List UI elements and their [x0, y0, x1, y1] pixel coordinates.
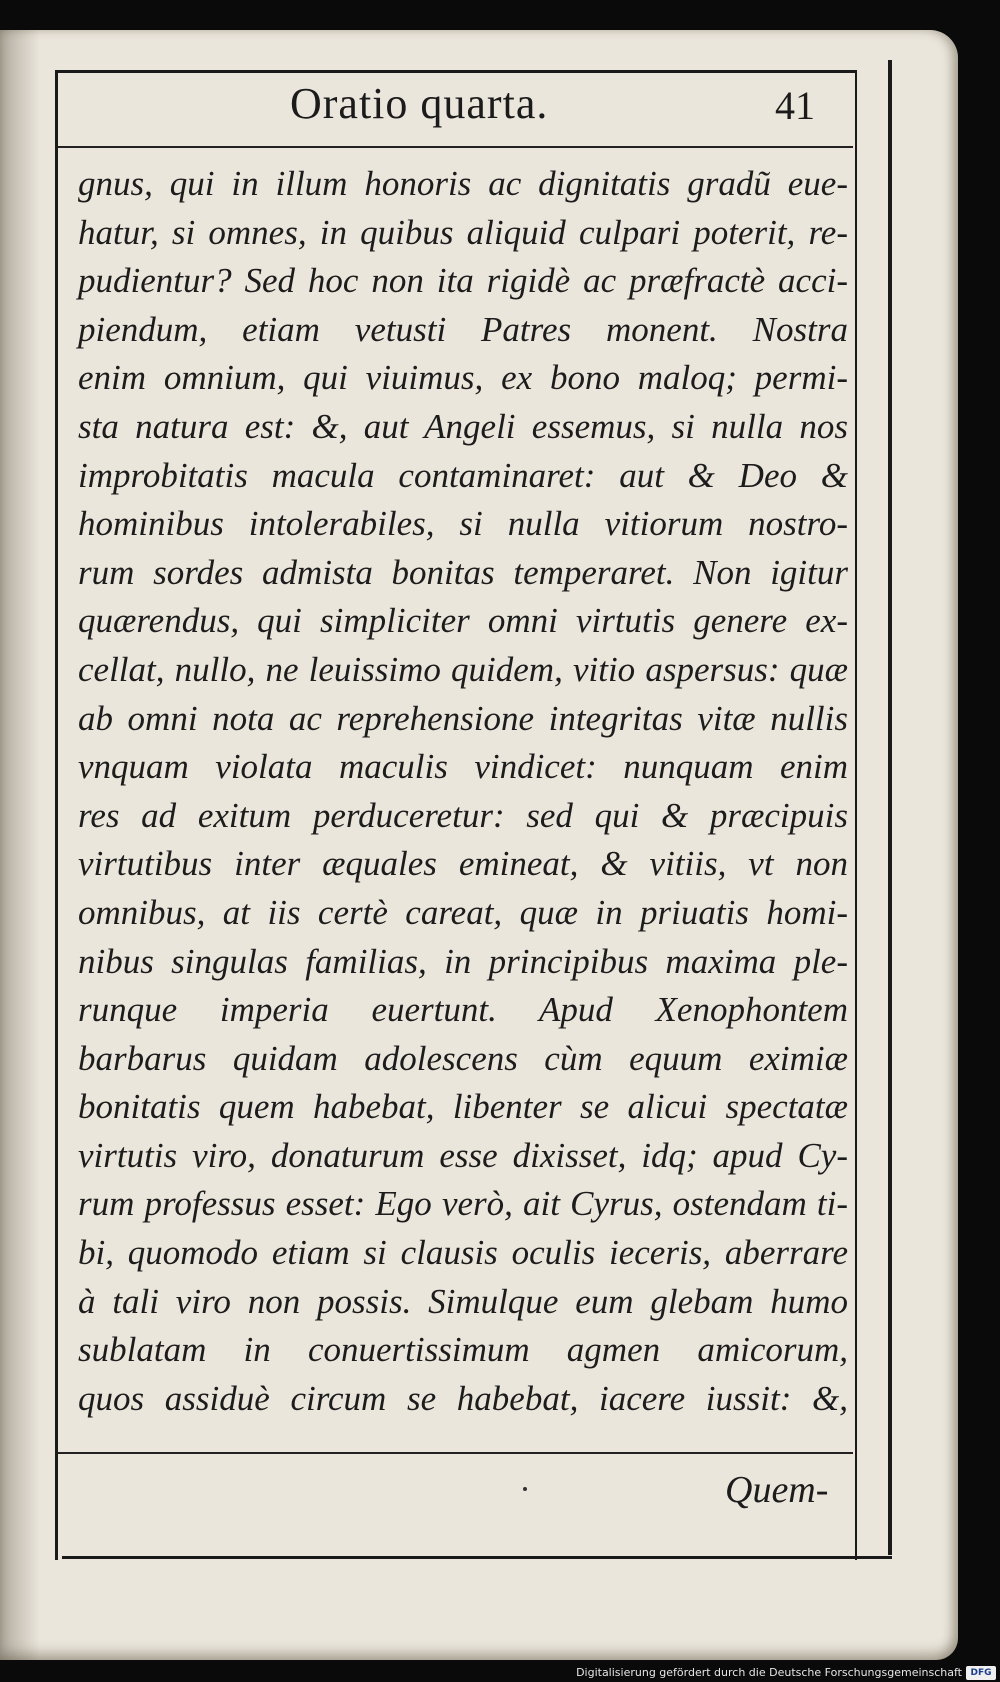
- frame-bottom-rule: [62, 1556, 892, 1559]
- text-line: à tali viro non possis. Simulque eum glebam humo: [78, 1281, 848, 1321]
- running-title: Oratio quarta.: [290, 79, 549, 128]
- text-line: hominibus intolerabiles, si nulla vitiorum nostro-: [78, 504, 848, 544]
- text-line: runque imperia euertunt. Apud Xenophontem: [78, 990, 848, 1030]
- text-line: vnquam violata maculis vindicet: nunquam enim: [78, 747, 848, 787]
- catchword: Quem-: [725, 1469, 829, 1511]
- text-line: ab omni nota ac reprehensione integritas vitæ nullis: [78, 698, 848, 738]
- text-line: piendum, etiam vetusti Patres monent. Nostra: [78, 309, 848, 349]
- text-line: barbarus quidam adolescens cùm equum eximiæ: [78, 1038, 848, 1078]
- text-line: virtutis viro, donaturum esse dixisset, idq; apud Cy-: [78, 1135, 848, 1175]
- frame-inner-right-rule: [855, 70, 857, 1560]
- text-line: bi, quomodo etiam si clausis oculis ieceris, aberrare: [78, 1233, 848, 1273]
- text-line: hatur, si omnes, in quibus aliquid culpari poterit, re-: [78, 212, 848, 252]
- footer-rule: [58, 1452, 853, 1454]
- frame-top-rule: [55, 70, 855, 73]
- text-line: sublatam in conuertissimum agmen amicorum,: [78, 1330, 848, 1370]
- header-rule: [58, 146, 853, 148]
- text-line: pudientur? Sed hoc non ita rigidè ac præfractè acci-: [78, 261, 848, 301]
- frame-left-rule: [55, 70, 58, 1560]
- text-line: enim omnium, qui viuimus, ex bono maloq; permi-: [78, 358, 848, 398]
- text-line: rum sordes admista bonitas temperaret. Non igitur: [78, 552, 848, 592]
- signature-dot: [523, 1487, 527, 1491]
- text-line: omnibus, at iis certè careat, quæ in priuatis homi-: [78, 892, 848, 932]
- body-text: [78, 160, 848, 1423]
- text-line: quærendus, qui simpliciter omni virtutis genere ex-: [78, 601, 848, 641]
- page-number: 41: [775, 83, 815, 128]
- text-line: nibus singulas familias, in principibus maxima ple-: [78, 941, 848, 981]
- text-line: sta natura est: &, aut Angeli essemus, si nulla nos: [78, 406, 848, 446]
- text-line: res ad exitum perduceretur: sed qui & præcipuis: [78, 795, 848, 835]
- digitization-credit: Digitalisierung gefördert durch die Deutsche Forschungsgemeinschaft: [576, 1666, 962, 1679]
- text-line: cellat, nullo, ne leuissimo quidem, vitio aspersus: quæ: [78, 649, 848, 689]
- dfg-logo: DFG: [966, 1666, 996, 1680]
- text-line: bonitatis quem habebat, libenter se alicui spectatæ: [78, 1087, 848, 1127]
- text-line: quos assiduè circum se habebat, iacere iussit: &,: [78, 1378, 848, 1418]
- frame-outer-right-rule: [888, 60, 892, 1555]
- text-line: gnus, qui in illum honoris ac dignitatis gradũ eue-: [78, 164, 848, 203]
- text-line: virtutibus inter æquales emineat, & vitiis, vt non: [78, 844, 848, 884]
- text-line: rum professus esset: Ego verò, ait Cyrus, ostendam ti-: [78, 1184, 848, 1224]
- text-line: improbitatis macula contaminaret: aut & Deo &: [78, 455, 848, 495]
